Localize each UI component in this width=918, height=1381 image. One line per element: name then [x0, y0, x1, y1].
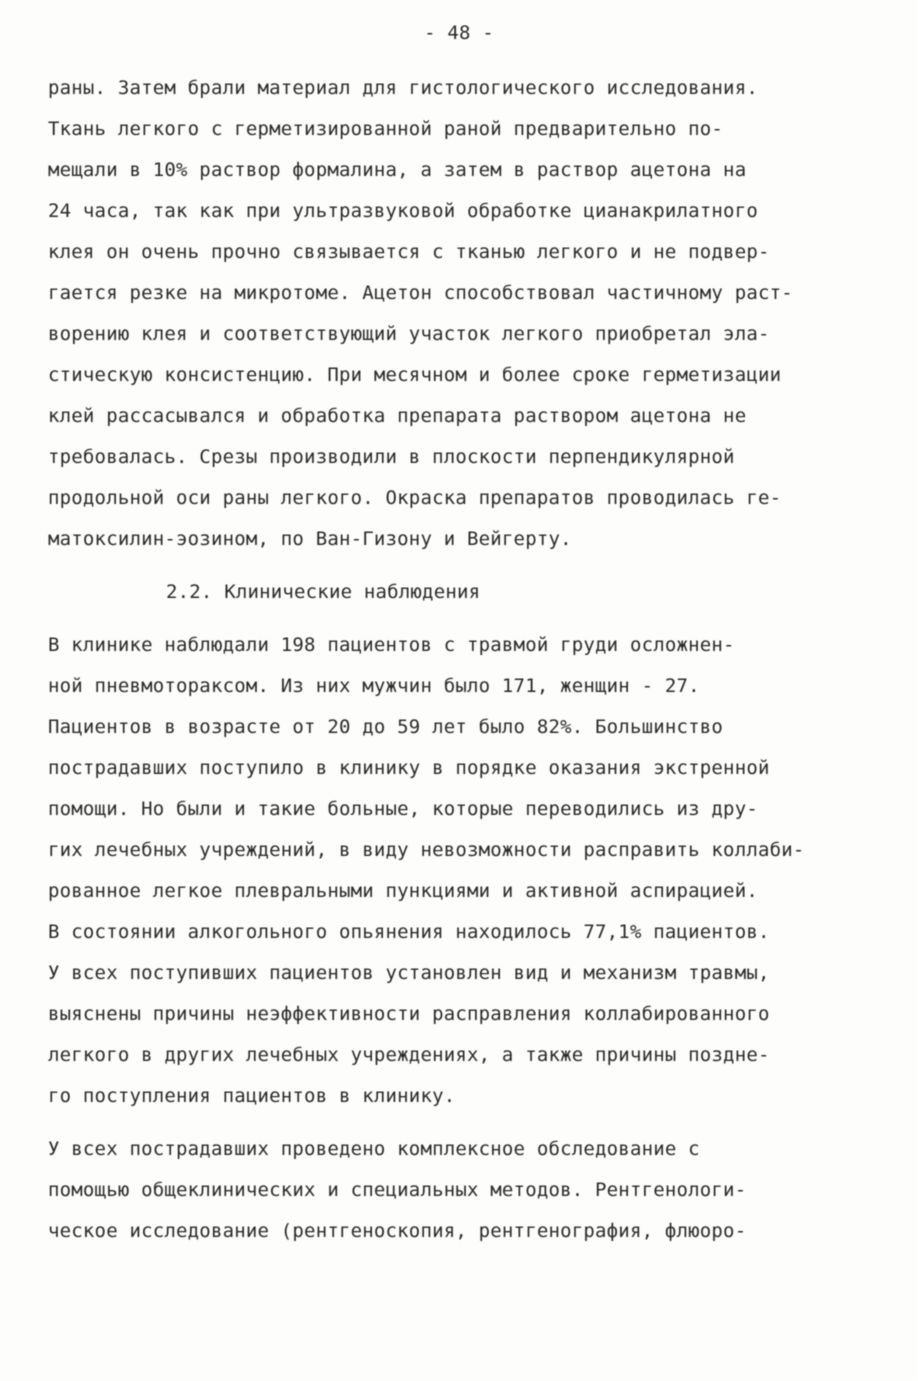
paragraph-material-processing: [48, 76, 870, 568]
text-line: клея он очень прочно связывается с тканью легкого и не подвер-: [48, 241, 770, 263]
text-line: ной пневмотораксом. Из них мужчин было 171, женщин - 27.: [48, 675, 700, 697]
page-number: - 48 -: [424, 22, 494, 44]
text-line: гается резке на микротоме. Ацетон способствовал частичному раст-: [48, 282, 793, 304]
spacer: [48, 1125, 870, 1137]
text-line: гих лечебных учреждений, в виду невозможности расправить коллаби-: [48, 839, 805, 861]
text-line: матоксилин-эозином, по Ван-Гизону и Вейгерту.: [48, 528, 572, 550]
text-line: В состоянии алкогольного опьянения находилось 77,1% пациентов.: [48, 921, 770, 943]
body-text: [48, 76, 870, 1260]
text-line: У всех поступивших пациентов установлен вид и механизм травмы,: [48, 962, 770, 984]
text-line: стическую консистенцию. При месячном и более сроке герметизации: [48, 364, 782, 386]
text-line: ческое исследование (рентгеноскопия, рентгенография, флюоро-: [48, 1220, 747, 1242]
text-line: Ткань легкого с герметизированной раной предварительно по-: [48, 118, 724, 140]
text-line: 24 часа, так как при ультразвуковой обработке цианакрилатного: [48, 200, 758, 222]
text-line: помощью общеклинических и специальных методов. Рентгенологи-: [48, 1179, 747, 1201]
text-line: выяснены причины неэффективности расправления коллабированного: [48, 1003, 770, 1025]
text-line: Пациентов в возрасте от 20 до 59 лет было 82%. Большинство: [48, 716, 724, 738]
text-line: клей рассасывался и обработка препарата раствором ацетона не: [48, 405, 747, 427]
text-line: помощи. Но были и такие больные, которые переводились из дру-: [48, 798, 758, 820]
text-line: ворению клея и соответствующий участок легкого приобретал эла-: [48, 323, 770, 345]
text-line: продольной оси раны легкого. Окраска препаратов проводилась ге-: [48, 487, 782, 509]
spacer: [48, 568, 870, 580]
section-heading: 2.2. Клинические наблюдения: [166, 581, 481, 603]
text-line: У всех пострадавших проведено комплексное обследование с: [48, 1138, 700, 1160]
text-line: раны. Затем брали материал для гистологического исследования.: [48, 77, 758, 99]
text-line: пострадавших поступило в клинику в порядке оказания экстренной: [48, 757, 770, 779]
text-line: требовалась. Срезы производили в плоскости перпендикулярной: [48, 446, 735, 468]
text-line: В клинике наблюдали 198 пациентов с травмой груди осложнен-: [48, 634, 735, 656]
text-line: го поступления пациентов в клинику.: [48, 1085, 456, 1107]
text-line: рованное легкое плевральными пункциями и активной аспирацией.: [48, 880, 758, 902]
text-line: мещали в 10% раствор формалина, а затем в раствор ацетона на: [48, 159, 747, 181]
text-line: легкого в других лечебных учреждениях, а также причины поздне-: [48, 1044, 770, 1066]
paragraph-examination: [48, 1137, 870, 1260]
spacer: [48, 621, 870, 633]
paragraph-clinical-observations: [48, 633, 870, 1125]
